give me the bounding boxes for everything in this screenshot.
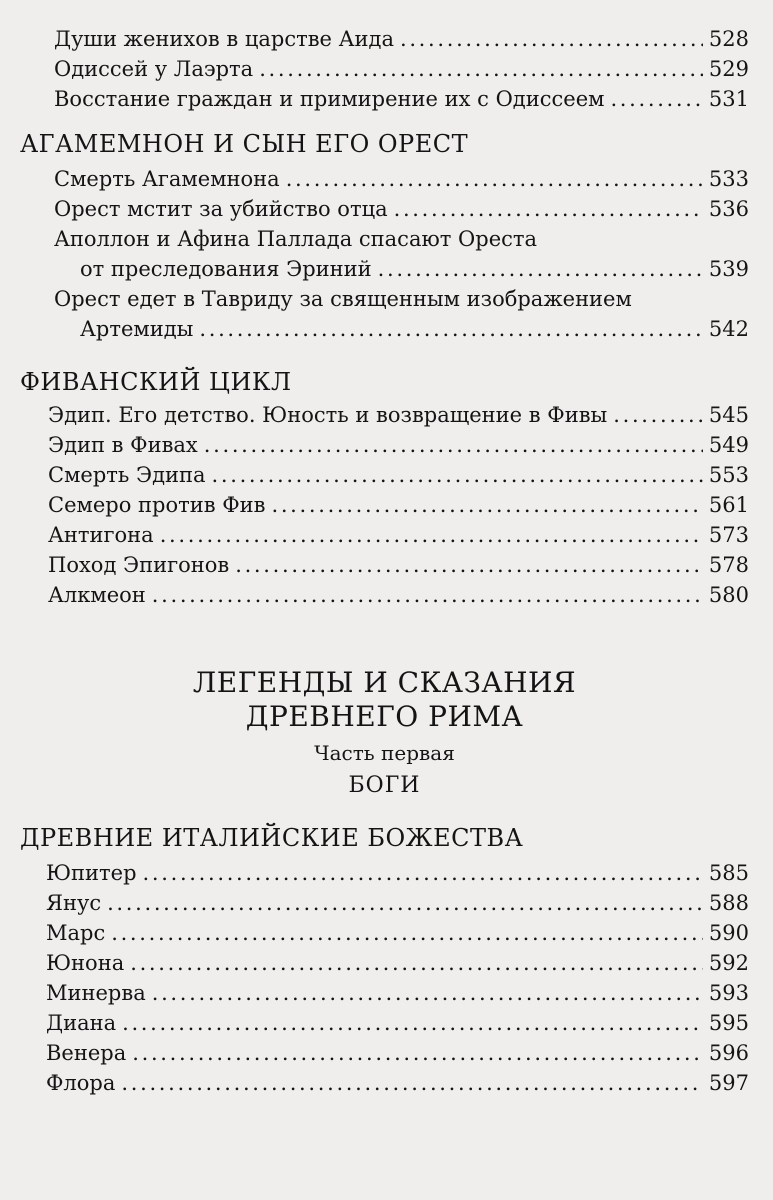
- toc-entry-title: Флора: [46, 1071, 116, 1095]
- toc-entry-page: 553: [708, 463, 749, 487]
- part-subtitle: Часть первая: [314, 741, 455, 765]
- toc-entry: [20, 978, 749, 1008]
- leader-dots: [613, 400, 703, 430]
- toc-entry-title: Смерть Эдипа: [48, 463, 206, 487]
- leader-dots: [107, 888, 703, 918]
- part-title-line2: ДРЕВНЕГО РИМА: [245, 700, 524, 733]
- toc-entry-title: Поход Эпигонов: [48, 553, 230, 577]
- toc-entry-title: Антигона: [48, 523, 154, 547]
- toc-entry: [20, 194, 749, 224]
- leader-dots: [378, 254, 703, 284]
- toc-entry-title: Минерва: [46, 981, 146, 1005]
- toc-section-theban: [20, 366, 749, 610]
- toc-entry-page: 590: [708, 921, 749, 945]
- toc-entry-page: 595: [708, 1011, 749, 1035]
- toc-entry-page: 539: [708, 257, 749, 281]
- toc-entry-page: 529: [708, 57, 749, 81]
- toc-entry-title: Янус: [46, 891, 102, 915]
- toc-entry-title: Марс: [46, 921, 106, 945]
- toc-entry: [20, 460, 749, 490]
- toc-entry-page: 585: [708, 861, 749, 885]
- toc-entry-title-line1: Аполлон и Афина Паллада спасают Ореста: [54, 227, 538, 251]
- toc-entry-title: Эдип в Фивах: [48, 433, 198, 457]
- leader-dots: [121, 1068, 703, 1098]
- toc-entry-page: 573: [708, 523, 749, 547]
- section-heading: АГАМЕМНОН И СЫН ЕГО ОРЕСТ: [20, 130, 469, 158]
- toc-entry: [20, 1038, 749, 1068]
- toc-entry: [20, 550, 749, 580]
- toc-entry: [20, 1008, 749, 1038]
- toc-entry-title: Диана: [46, 1011, 117, 1035]
- toc-section-odyssey: [20, 24, 749, 114]
- toc-entry: [20, 948, 749, 978]
- toc-entry-title: Орест мстит за убийство отца: [54, 197, 388, 221]
- part-title-line1: ЛЕГЕНДЫ И СКАЗАНИЯ: [192, 666, 577, 699]
- toc-entry: [20, 164, 749, 194]
- toc-entry-title: Артемиды: [80, 317, 194, 341]
- toc-entry: [20, 54, 749, 84]
- leader-dots: [111, 918, 703, 948]
- leader-dots: [212, 460, 703, 490]
- section-heading: ФИВАНСКИЙ ЦИКЛ: [20, 368, 292, 396]
- toc-entry-page: 531: [708, 87, 749, 111]
- toc-entry-title: Смерть Агамемнона: [54, 167, 280, 191]
- part-heading-block: [20, 666, 749, 800]
- toc-entry-page: 580: [708, 583, 749, 607]
- leader-dots: [143, 858, 703, 888]
- toc-entry: [20, 918, 749, 948]
- toc-entry-page: 592: [708, 951, 749, 975]
- leader-dots: [610, 84, 702, 114]
- toc-entry-title: Эдип. Его детство. Юность и возвращение в Фивы: [48, 403, 608, 427]
- toc-entry-title: Души женихов в царстве Аида: [54, 27, 394, 51]
- toc-entry: [20, 858, 749, 888]
- toc-entry: [20, 580, 749, 610]
- leader-dots: [130, 948, 703, 978]
- toc-entry-page: 549: [708, 433, 749, 457]
- toc-entry-page: 533: [708, 167, 749, 191]
- leader-dots: [286, 164, 703, 194]
- toc-entry-page: 593: [708, 981, 749, 1005]
- toc-entry: [20, 400, 749, 430]
- toc-entry-title: Юпитер: [46, 861, 137, 885]
- toc-entry-page: 545: [708, 403, 749, 427]
- toc-entry: [20, 314, 749, 344]
- toc-entry: [20, 84, 749, 114]
- section-heading: ДРЕВНИЕ ИТАЛИЙСКИЕ БОЖЕСТВА: [20, 824, 524, 852]
- toc-entry-title: Семеро против Фив: [48, 493, 266, 517]
- leader-dots: [152, 580, 703, 610]
- toc-section-agamemnon: [20, 128, 749, 344]
- leader-dots: [271, 490, 702, 520]
- toc-entry: [20, 520, 749, 550]
- leader-dots: [132, 1038, 703, 1068]
- toc-entry-title: Восстание граждан и примирение их с Одиссеем: [54, 87, 605, 111]
- leader-dots: [400, 24, 703, 54]
- toc-entry-title: Венера: [46, 1041, 127, 1065]
- toc-entry-title: Одиссей у Лаэрта: [54, 57, 254, 81]
- leader-dots: [152, 978, 703, 1008]
- leader-dots: [160, 520, 703, 550]
- toc-entry: [20, 24, 749, 54]
- toc-entry-page: 597: [708, 1071, 749, 1095]
- leader-dots: [122, 1008, 703, 1038]
- toc-entry-page: 536: [708, 197, 749, 221]
- toc-entry-title: Юнона: [46, 951, 125, 975]
- part-subtitle2: БОГИ: [348, 773, 421, 798]
- toc-section-italic-deities: [20, 822, 749, 1098]
- leader-dots: [235, 550, 703, 580]
- toc-entry: [20, 254, 749, 284]
- toc-entry-page: 528: [708, 27, 749, 51]
- toc-entry: [20, 888, 749, 918]
- toc-entry-page: 561: [708, 493, 749, 517]
- toc-entry-page: 596: [708, 1041, 749, 1065]
- toc-entry-page: 588: [708, 891, 749, 915]
- toc-entry-title: Алкмеон: [48, 583, 146, 607]
- toc-entry-page: 578: [708, 553, 749, 577]
- leader-dots: [259, 54, 703, 84]
- toc-entry-page: 542: [708, 317, 749, 341]
- toc-entry-title-line1: Орест едет в Тавриду за священным изображением: [54, 287, 632, 311]
- toc-entry: [20, 1068, 749, 1098]
- toc-entry: [20, 430, 749, 460]
- leader-dots: [394, 194, 703, 224]
- leader-dots: [199, 314, 703, 344]
- toc-entry: [20, 490, 749, 520]
- toc-entry-title: от преследования Эриний: [80, 257, 372, 281]
- leader-dots: [204, 430, 703, 460]
